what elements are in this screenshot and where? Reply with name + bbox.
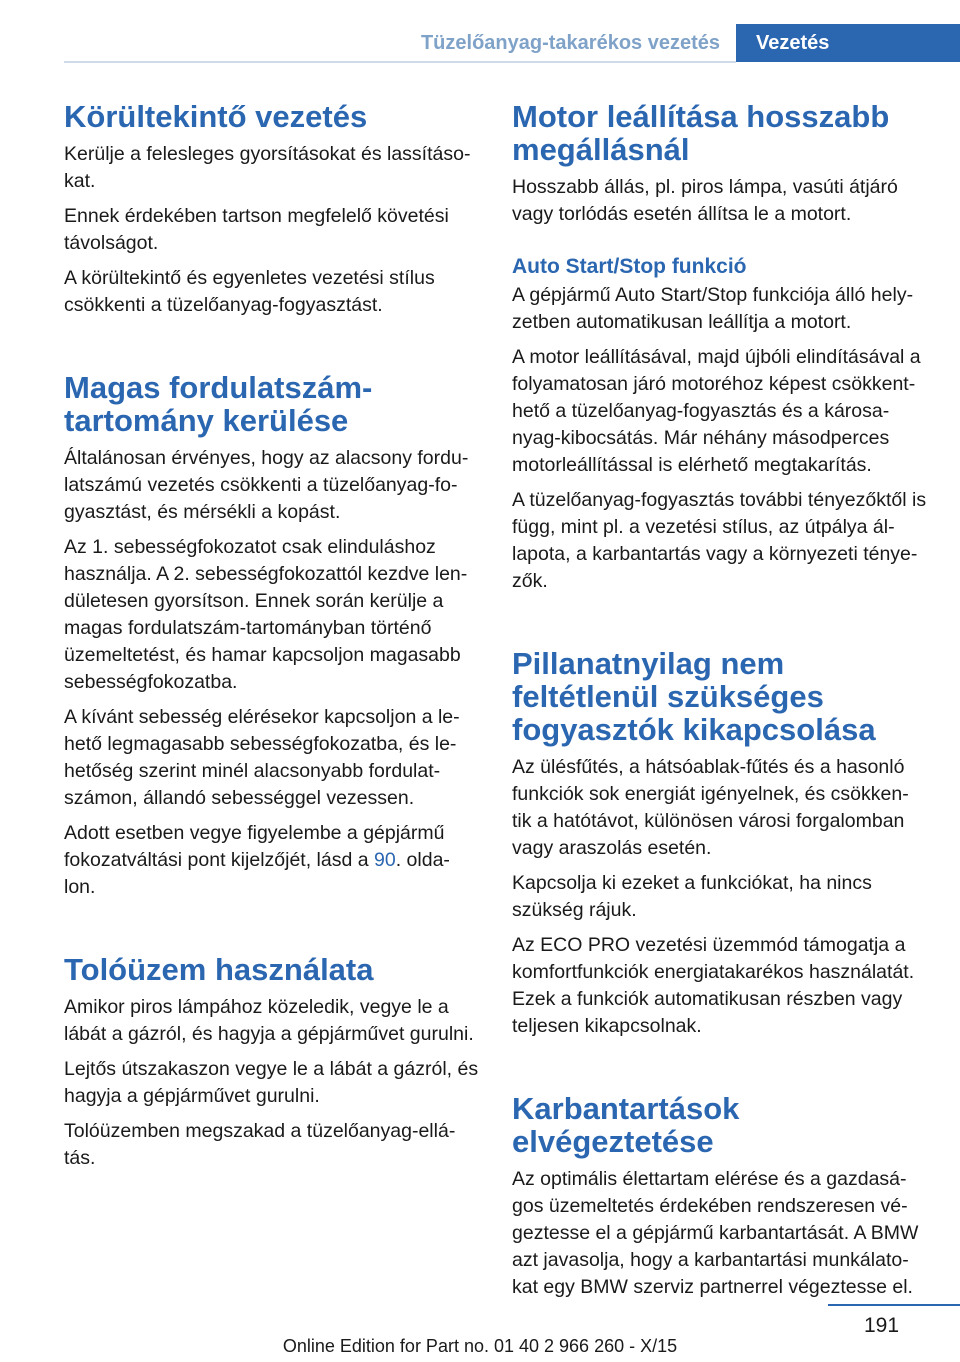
section-heading: Tolóüzem használata <box>64 952 374 987</box>
header-rule <box>64 61 736 63</box>
paragraph: Ennek érdekében tartson megfelelő követési távolságot. <box>64 205 449 254</box>
paragraph: Amikor piros lámpához közeledik, vegye le a lábát a gázról, és hagyja a gépjárművet gurulni. <box>64 996 474 1045</box>
paragraph: A kívánt sebesség elérésekor kapcsoljon a le‐hető legmagasabb sebességfokozatba, és le‐hetőség szerint minél alacsonyabb fordulat‐számon, állandó sebességgel vezessen. <box>64 706 460 809</box>
header-section-title: Tüzelőanyag-takarékos vezetés <box>420 32 720 54</box>
paragraph-text: . olda‐lon. <box>64 849 450 898</box>
paragraph: A tüzelőanyag-fogyasztás további tényezőktől is függ, mint pl. a vezetési stílus, az útpálya ál‐lapota, a karbantartás vagy a környezeti ténye‐zők. <box>512 489 927 592</box>
paragraph: A gépjármű Auto Start/Stop funkciója álló hely‐zetben automatikusan leállítja a motort. <box>512 284 914 333</box>
paragraph: A motor leállításával, majd újbóli elindításával a folyamatosan járó motoréhoz képest csökkent‐hető a tüzelőanyag-fogyasztás és a károsa‐nyag-kibocsátás. Már néhány másodperces motorleállítással is elérhető megtakarítás. <box>512 346 921 476</box>
paragraph: Általánosan érvényes, hogy az alacsony fordu‐latszámú vezetés csökkenti a tüzelőanyag-fo‐gyasztást, és mérsékli a kopást. <box>64 447 469 523</box>
section-heading: Motor leállítása hosszabb megállásnál <box>512 99 890 167</box>
paragraph: Kerülje a felesleges gyorsításokat és lassításo‐kat. <box>64 143 471 192</box>
paragraph: Tolóüzemben megszakad a tüzelőanyag-ellá‐tás. <box>64 1120 456 1169</box>
paragraph: Kapcsolja ki ezeket a funkciókat, ha nincs szükség rájuk. <box>512 872 872 921</box>
paragraph: Az ECO PRO vezetési üzemmód támogatja a komfortfunkciók energiatakarékos használatát. Ezek a funkciók automatikusan részben vagy teljesen kikapcsolnak. <box>512 934 915 1037</box>
paragraph: Az optimális élettartam elérése és a gazdasá‐gos üzemeltetés érdekében rendszeresen vé‐geztesse el a gépjármű karbantartását. A BMW azt javasolja, hogy a karbantartási munkálato‐kat egy BMW szerviz partnerrel végeztesse el. <box>512 1168 919 1298</box>
paragraph: Hosszabb állás, pl. piros lámpa, vasúti átjáró vagy torlódás esetén állítsa le a motort. <box>512 176 898 225</box>
page-reference-link[interactable]: 90 <box>374 849 396 871</box>
header-chapter-tab: Vezetés <box>736 24 960 62</box>
sub-heading: Auto Start/Stop funkció <box>512 255 747 278</box>
paragraph: Az ülésfűtés, a hátsóablak-fűtés és a hasonló funkciók sok energiát igényelnek, és csökken‐tik a hatótávot, különösen városi forgalomban vagy araszolás esetén. <box>512 756 909 859</box>
paragraph: Lejtős útszakaszon vegye le a lábát a gázról, és hagyja a gépjárművet gurulni. <box>64 1058 479 1107</box>
paragraph-text: Adott esetben vegye figyelembe a gépjármű fokozatváltási pont kijelzőjét, lásd a <box>64 822 445 871</box>
page-number: 191 <box>864 1314 900 1337</box>
edition-footer: Online Edition for Part no. 01 40 2 966 260 - X/15 <box>282 1336 678 1356</box>
section-heading: Karbantartások elvégeztetése <box>512 1091 740 1159</box>
section-heading: Pillanatnyilag nem feltétlenül szükséges fogyasztók kikapcsolása <box>512 646 876 747</box>
paragraph <box>64 820 480 901</box>
paragraph: A körültekintő és egyenletes vezetési stílus csökkenti a tüzelőanyag-fogyasztást. <box>64 267 435 316</box>
left-column <box>64 100 480 1180</box>
right-column <box>512 100 928 1309</box>
section-heading: Magas fordulatszám-tartomány kerülése <box>64 370 373 438</box>
footer-rule <box>828 1304 960 1306</box>
paragraph: Az 1. sebességfokozatot csak elinduláshoz használja. A 2. sebességfokozattól kezdve len‐dületesen gyorsítson. Ennek során kerülje a magas fordulatszám-tartományban történő üzemeltetést, és hamar kapcsoljon magasabb sebességfokozatba. <box>64 536 468 693</box>
section-heading: Körültekintő vezetés <box>64 99 368 134</box>
page-header <box>64 24 960 62</box>
